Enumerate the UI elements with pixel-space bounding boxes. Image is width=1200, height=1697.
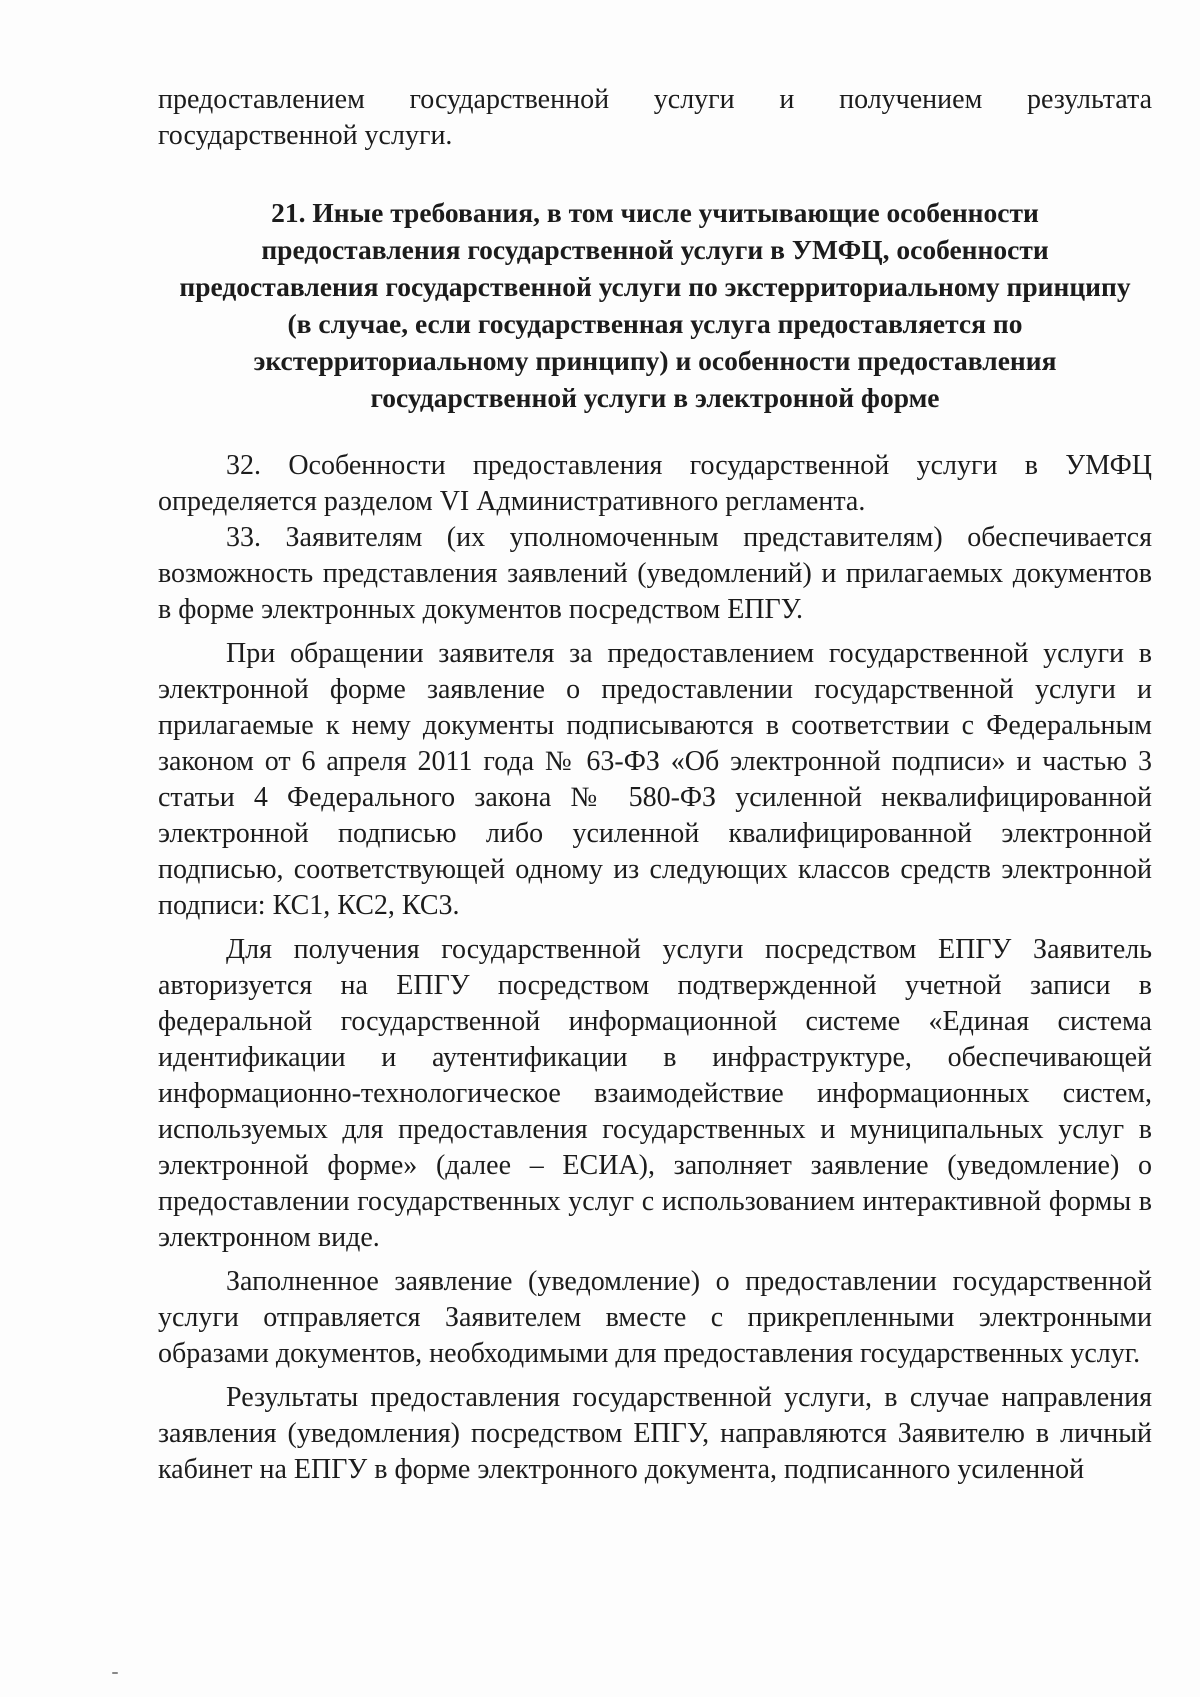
paragraph-results: Результаты предоставления государственной услуги, в случае направления заявления (уведомления) посредством ЕПГУ, направляются Заявителю в личный кабинет на ЕПГУ в форме электронного документа, подписанного усиленной [158,1382,1152,1485]
heading-line: предоставления государственной услуги по экстерриториальному принципу [179,271,1131,302]
document-body [158,82,1152,1488]
paragraph-signature: При обращении заявителя за предоставлением государственной услуги в электронной форме заявление о предоставлении государственной услуги и прилагаемые к нему документы подписываются в соответствии с Федеральным законом от 6 апреля 2011 года № 63-ФЗ «Об электронной подписи» и частью 3 статьи 4 Федерального закона № 580-ФЗ усиленной неквалифицированной электронной подписью либо усиленной квалифицированной электронной подписью, соответствующей одному из следующих классов средств электронной подписи: КС1, КС2, КС3. [158,638,1152,921]
paragraph-32: 32. Особенности предоставления государственной услуги в УМФЦ определяется разделом VI Административного регламента. [158,450,1152,517]
heading-line: предоставления государственной услуги в УМФЦ, особенности [261,234,1049,265]
heading-line: экстерриториальному принципу) и особенности предоставления [253,345,1057,376]
section-heading [168,194,1142,416]
heading-line: государственной услуги в электронной форме [370,382,940,413]
heading-line: 21. Иные требования, в том числе учитывающие особенности [271,197,1039,228]
paragraph-33: 33. Заявителям (их уполномоченным представителям) обеспечивается возможность представления заявлений (уведомлений) и прилагаемых документов в форме электронных документов посредством ЕПГУ. [158,522,1152,625]
heading-line: (в случае, если государственная услуга предоставляется по [287,308,1023,339]
paragraph-submission: Заполненное заявление (уведомление) о предоставлении государственной услуги отправляется Заявителем вместе с прикрепленными электронными образами документов, необходимыми для предоставления государственных услуг. [158,1266,1152,1369]
continuation-paragraph: предоставлением государственной услуги и получением результата государственной услуги. [158,84,1152,151]
paragraph-esia: Для получения государственной услуги посредством ЕПГУ Заявитель авторизуется на ЕПГУ посредством подтвержденной учетной записи в федеральной государственной информационной системе «Единая система идентификации и аутентификации в инфраструктуре, обеспечивающей информационно-технологическое взаимодействие информационных систем, используемых для предоставления государственных и муниципальных услуг в электронной форме» (далее – ЕСИА), заполняет заявление (уведомление) о предоставлении государственных услуг с использованием интерактивной формы в электронном виде. [158,934,1152,1253]
scan-artifact [112,1672,118,1674]
